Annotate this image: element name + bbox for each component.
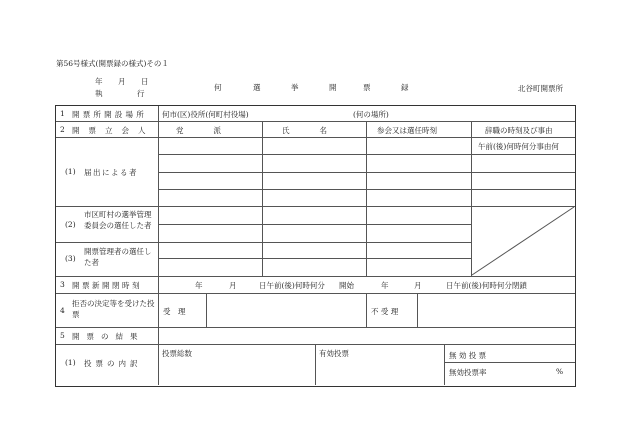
start-year: 年 <box>195 281 203 290</box>
row2-number: 2 <box>60 125 65 134</box>
start-month: 月 <box>229 281 237 290</box>
office-label: 北谷町開票所 <box>518 84 563 93</box>
diagonal-slash <box>471 206 575 276</box>
exec-label: 執 行 <box>95 89 148 98</box>
col-party-header: 党 派 <box>176 126 221 135</box>
row-line <box>56 276 575 277</box>
row3-label: 開票新開閉時刻 <box>72 281 142 290</box>
sub1-label: 届出による者 <box>84 168 138 177</box>
sub5-number: (1) <box>65 358 76 367</box>
percent-sign: % <box>556 367 564 376</box>
sub3-label: 開票管理者の選任した者 <box>84 247 152 267</box>
row-line <box>158 224 471 225</box>
row4-label: 拒否の決定等を受けた投票 <box>72 299 155 319</box>
row5-number: 5 <box>60 331 65 340</box>
col-line <box>444 344 445 385</box>
resign-value: 午前(後)何時何分事由何 <box>478 142 559 151</box>
row-line <box>56 242 471 243</box>
row-line <box>56 121 575 122</box>
sub2-label: 市区町村の選挙管理委員会の選任した者 <box>84 210 152 230</box>
end-time: 日午前(後)何時何分閉鎖 <box>446 281 527 290</box>
end-year: 年 <box>381 281 389 290</box>
title-char-3: 挙 <box>291 83 299 92</box>
accept-label: 受 理 <box>163 307 186 316</box>
title-char-5: 票 <box>363 83 371 92</box>
invalid-rate-label: 無効投票率 <box>449 368 487 377</box>
col-line <box>206 293 207 327</box>
start-label: 開始 <box>339 281 354 290</box>
row1-number: 1 <box>60 109 65 118</box>
col-resign-header: 辞職の時刻及び事由 <box>485 126 553 135</box>
row1-value1: 何市(区)役所(何町村役場) <box>162 110 249 119</box>
row1-label: 開票所開設場所 <box>72 110 147 119</box>
row-line <box>56 293 575 294</box>
col-line <box>158 106 159 385</box>
col-line <box>366 293 367 327</box>
form-label: 第56号様式(開票録の様式)その１ <box>56 59 169 68</box>
row3-number: 3 <box>60 280 65 289</box>
col-line <box>262 121 263 276</box>
col-name-header: 氏 名 <box>282 126 327 135</box>
col-line <box>417 293 418 327</box>
col-time-header: 参会又は選任時刻 <box>377 126 437 135</box>
total-votes-label: 投票総数 <box>162 349 192 358</box>
date-label: 年 月 日 <box>95 77 153 86</box>
col-line <box>366 121 367 276</box>
title-char-1: 何 <box>214 83 222 92</box>
row2-label: 開票立会人 <box>72 126 155 135</box>
row1-value2: (何の場所) <box>353 110 389 119</box>
sub2-number: (2) <box>65 220 76 229</box>
row-line <box>158 258 471 259</box>
sub5-label: 投票の内訳 <box>84 359 142 368</box>
valid-votes-label: 有効投票 <box>319 349 349 358</box>
row-line <box>444 362 575 363</box>
row-line <box>56 137 575 138</box>
title-char-2: 選 <box>253 83 261 92</box>
invalid-votes-label: 無 効 投 票 <box>449 351 487 360</box>
end-month: 月 <box>414 281 422 290</box>
title-char-6: 録 <box>401 83 409 92</box>
sub1-number: (1) <box>65 167 76 176</box>
title-char-4: 開 <box>329 83 337 92</box>
row-line <box>56 327 575 328</box>
row4-number: 4 <box>60 306 65 315</box>
reject-label: 不 受 理 <box>371 307 399 316</box>
sub3-number: (3) <box>65 254 76 263</box>
col-line <box>315 344 316 385</box>
row5-label: 開票の結果 <box>72 332 145 341</box>
start-time: 日午前(後)何時何分 <box>259 281 325 290</box>
